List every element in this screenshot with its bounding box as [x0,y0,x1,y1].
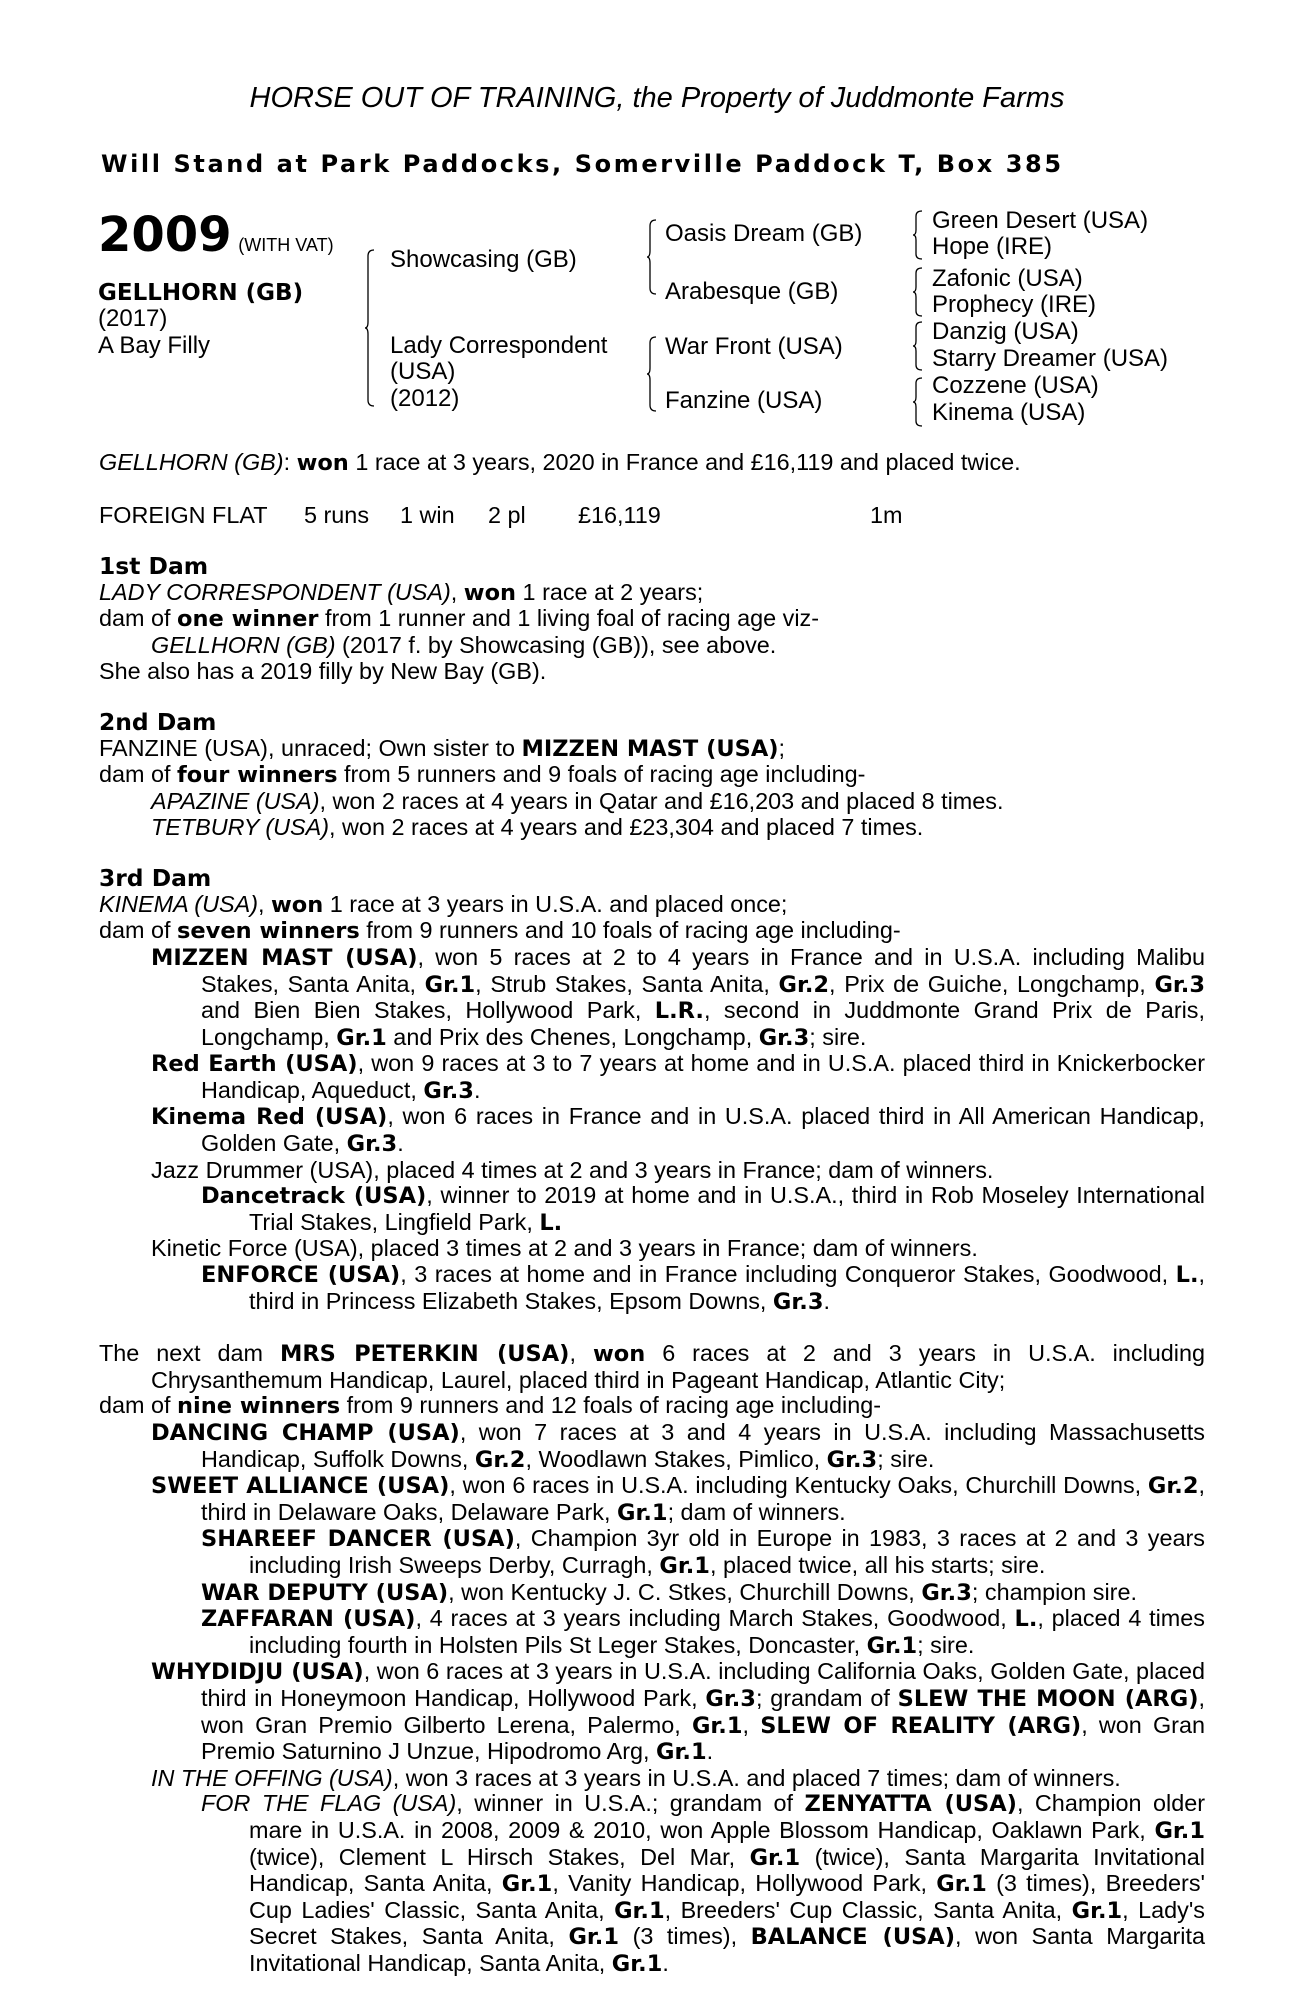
next-dam-progeny-sweet-alliance: SWEET ALLIANCE (USA), won 6 races in U.S.A. including Kentucky Oaks, Churchill Downs, Gr.2, third in Delaware Oaks, Delaware Park, Gr.1; dam of winners. [151,1472,1205,1526]
next-dam-grandprogeny-zaffaran: ZAFFARAN (USA), 4 races at 3 years including March Stakes, Goodwood, L., placed 4 times including fourth in Holsten Pils St Leger Stakes, Doncaster, Gr.1; sire. [201,1605,1205,1659]
pedigree-bracket-main [364,248,376,408]
pedigree-dam-country: (USA) [390,358,456,385]
next-dam-progeny-dancing-champ: DANCING CHAMP (USA), won 7 races at 3 and 4 years in U.S.A. including Massachusetts Handicap, Suffolk Downs, Gr.2, Woodlawn Stakes, Pimlico, Gr.3; sire. [151,1419,1205,1473]
pedigree-dam-dam: Fanzine (USA) [665,387,823,414]
section-heading-3rd-dam: 3rd Dam [99,864,212,893]
pedigree-ds-dam: Starry Dreamer (USA) [932,345,1169,372]
lot-number-line [98,207,334,263]
dam3-grandprogeny-enforce: ENFORCE (USA), 3 races at home and in France including Conqueror Stakes, Goodwood, L., third in Princess Elizabeth Stakes, Epsom Downs, Gr.3. [201,1261,1206,1315]
dam3-progeny-jazz-drummer: Jazz Drummer (USA), placed 4 times at 2 and 3 years in France; dam of winners. [151,1156,994,1183]
pedigree-sire-dam: Arabesque (GB) [665,278,839,305]
next-dam-grandprogeny-shareef-dancer: SHAREEF DANCER (USA), Champion 3yr old in Europe in 1983, 3 races at 2 and 3 years including Irish Sweeps Derby, Curragh, Gr.1, placed twice, all his starts; sire. [201,1525,1205,1579]
dam1-line-2: dam of one winner from 1 runner and 1 living foal of racing age viz- [99,605,820,633]
next-dam-grandprogeny-for-the-flag: FOR THE FLAG (USA), winner in U.S.A.; grandam of ZENYATTA (USA), Champion older mare in U.S.A. in 2008, 2009 & 2010, won Apple Blossom Handicap, Oaklawn Park, Gr.1 (twice), Clement L Hirsch Stakes, Del Mar, Gr.1 (twice), Santa Margarita Invitational Handicap, Santa Anita, Gr.1, Vanity Handicap, Hollywood Park, Gr.1 (3 times), Breeders' Cup Ladies' Classic, Santa Anita, Gr.1, Breeders' Cup Classic, Santa Anita, Gr.1, Lady's Secret Stakes, Santa Anita, Gr.1 (3 times), BALANCE (USA), won Santa Margarita Invitational Handicap, Santa Anita, Gr.1. [201,1790,1205,1977]
section-heading-2nd-dam: 2nd Dam [99,708,217,737]
pedigree-dam: Lady Correspondent [390,332,608,359]
pedigree-ds-sire: Danzig (USA) [932,318,1079,345]
dam2-progeny-2: TETBURY (USA), won 2 races at 4 years and £23,304 and placed 7 times. [151,813,924,840]
pedigree-dd-dam: Kinema (USA) [932,399,1086,426]
pedigree-sire-sire: Oasis Dream (GB) [665,220,863,247]
dam3-grandprogeny-dancetrack: Dancetrack (USA), winner to 2019 at home and in U.S.A., third in Rob Moseley International Trial Stakes, Lingfield Park, L. [201,1182,1205,1236]
dam1-line-1: LADY CORRESPONDENT (USA), won 1 race at 2 years; [99,578,704,606]
pedigree-bracket-dam [646,335,658,413]
horse-foaled: (2017) [98,305,168,332]
stand-location: Will Stand at Park Paddocks, Somerville Paddock T, Box 385 [101,150,1064,178]
dam3-progeny-mizzen-mast: MIZZEN MAST (USA), won 5 races at 2 to 4 years in France and in U.S.A. including Malibu Stakes, Santa Anita, Gr.1, Strub Stakes, Santa Anita, Gr.2, Prix de Guiche, Longchamp, Gr.3 and Bien Bien Stakes, Hollywood Park, L.R., second in Juddmonte Grand Prix de Paris, Longchamp, Gr.1 and Prix des Chenes, Longchamp, Gr.3; sire. [151,943,1205,1051]
dam1-note: She also has a 2019 filly by New Bay (GB). [99,657,547,684]
pedigree-bracket-dd [912,376,924,428]
dam2-line-2: dam of four winners from 5 runners and 9 foals of racing age including- [99,761,866,789]
dam2-line-1: FANZINE (USA), unraced; Own sister to MIZZEN MAST (USA); [99,734,786,762]
pedigree-sd-dam: Prophecy (IRE) [932,291,1097,318]
lot-number: 2009 [98,207,232,263]
pedigree-sd-sire: Zafonic (USA) [932,265,1083,292]
dam1-progeny: GELLHORN (GB) (2017 f. by Showcasing (GB)), see above. [151,631,777,658]
dam2-progeny-1: APAZINE (USA), won 2 races at 4 years in Qatar and £16,203 and placed 8 times. [151,787,1004,814]
next-dam-grandprogeny-war-deputy: WAR DEPUTY (USA), won Kentucky J. C. Stkes, Churchill Downs, Gr.3; champion sire. [201,1578,1137,1606]
next-dam-line-2: dam of nine winners from 9 runners and 12 foals of racing age including- [99,1392,882,1420]
page-title: HORSE OUT OF TRAINING, the Property of Juddmonte Farms [249,82,1065,114]
pedigree-ss-sire: Green Desert (USA) [932,207,1149,234]
vat-note: (WITH VAT) [238,235,334,255]
catalogue-body [99,450,1205,1977]
race-summary: GELLHORN (GB): won 1 race at 3 years, 2020 in France and £16,119 and placed twice. [99,449,1021,476]
dam3-line-2: dam of seven winners from 9 runners and 10 foals of racing age including- [99,917,901,945]
race-stats: FOREIGN FLAT 5 runs 1 win 2 pl £16,119 1m [99,501,903,528]
pedigree-bracket-sd [912,266,924,318]
dam3-progeny-red-earth: Red Earth (USA), won 9 races at 3 to 7 years at home and in U.S.A. placed third in Knickerbocker Handicap, Aqueduct, Gr.3. [151,1050,1205,1104]
pedigree-bracket-ds [912,320,924,372]
section-heading-1st-dam: 1st Dam [99,552,209,581]
horse-description: A Bay Filly [98,332,211,359]
pedigree-dd-sire: Cozzene (USA) [932,372,1099,399]
dam3-progeny-kinetic-force: Kinetic Force (USA), placed 3 times at 2 and 3 years in France; dam of winners. [151,1235,978,1262]
pedigree-sire: Showcasing (GB) [390,246,577,273]
horse-name: GELLHORN (GB) [98,280,304,306]
next-dam-progeny-in-the-offing: IN THE OFFING (USA), won 3 races at 3 years in U.S.A. and placed 7 times; dam of winners. [151,1764,1121,1791]
dam3-line-1: KINEMA (USA), won 1 race at 3 years in U.S.A. and placed once; [99,890,788,918]
pedigree-dam-sire: War Front (USA) [665,333,843,360]
next-dam-line-1: The next dam MRS PETERKIN (USA), won 6 races at 2 and 3 years in U.S.A. including Chrysanthemum Handicap, Laurel, placed third in Pageant Handicap, Atlantic City; [99,1340,1206,1393]
dam3-progeny-kinema-red: Kinema Red (USA), won 6 races in France and in U.S.A. placed third in All American Handicap, Golden Gate, Gr.3. [151,1103,1205,1158]
next-dam-progeny-whydidju: WHYDIDJU (USA), won 6 races at 3 years in U.S.A. including California Oaks, Golden Gate, placed third in Honeymoon Handicap, Hollywood Park, Gr.3; grandam of SLEW THE MOON (ARG), won Gran Premio Gilberto Lerena, Palermo, Gr.1, SLEW OF REALITY (ARG), won Gran Premio Saturnino J Unzue, Hipodromo Arg, Gr.1. [151,1658,1206,1766]
pedigree-bracket-ss [912,209,924,261]
pedigree-bracket-sire [646,218,658,296]
pedigree-ss-dam: Hope (IRE) [932,233,1053,260]
pedigree-dam-year: (2012) [390,385,460,412]
